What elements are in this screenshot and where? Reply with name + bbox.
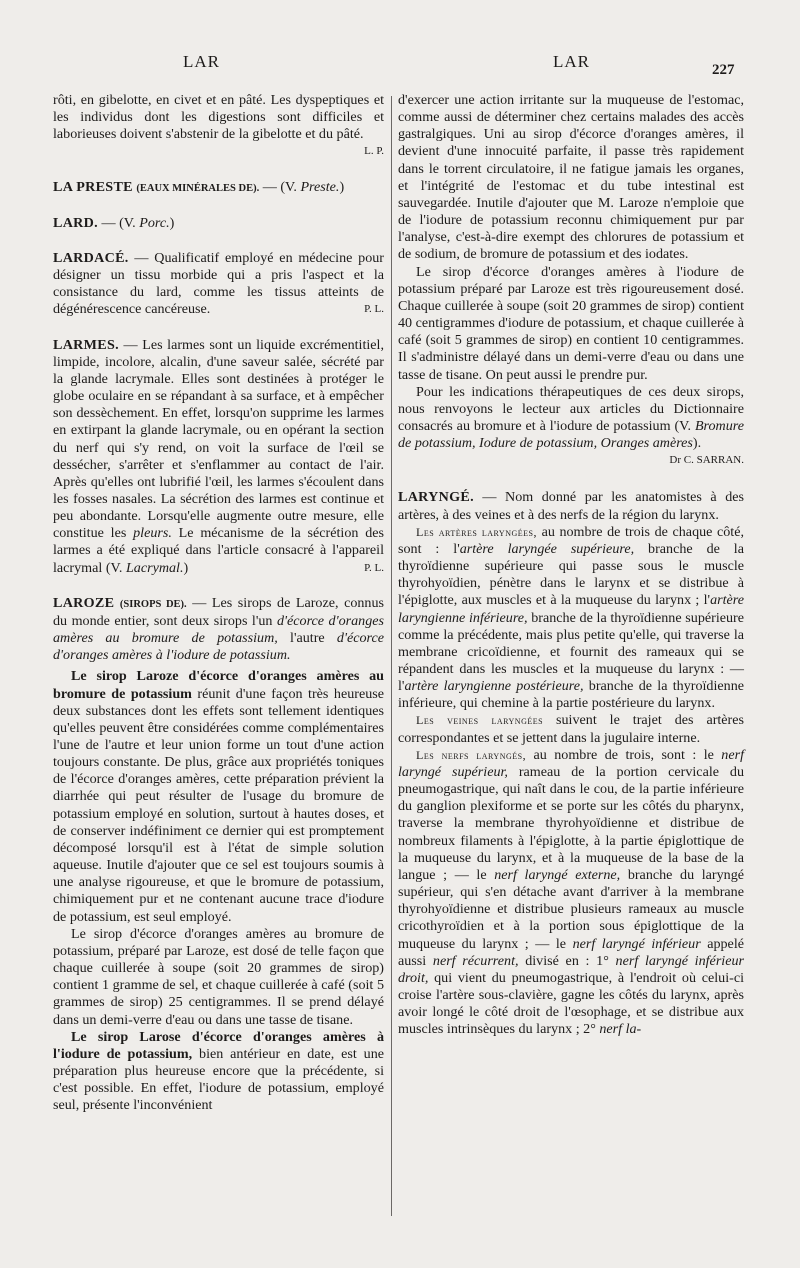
entry-text: Pour les indications thérapeutiques de ces deux sirops, nous renvoyons le lecteur aux articles du Dictionnaire consacrés au bromure et à l'iodure de potassium (V. — [398, 383, 744, 434]
emphasized-term: nerf récurrent, — [432, 952, 519, 969]
section-label: Les artères laryngées, — [416, 524, 537, 539]
entry-headword: LARYNGÉ. — [398, 489, 474, 506]
entry-larynge — [398, 489, 744, 1038]
entry-text: au nombre de trois, sont : le — [526, 746, 722, 763]
emphasized-term: artère laryngienne postérieure, — [404, 678, 584, 695]
right-column — [398, 92, 744, 1038]
entry-text: ) — [339, 178, 345, 195]
entry-text: appelé aussi — [398, 935, 744, 969]
emphasized-term: nerf laryngé inférieur droit, — [398, 952, 745, 986]
page-number: 227 — [712, 62, 735, 78]
emphasized-term: nerf laryngé supérieur, — [398, 746, 744, 780]
entry-text: l'autre — [277, 630, 337, 647]
entry-text: ) — [183, 559, 189, 576]
entry-text: ). — [692, 435, 702, 452]
running-head-left: LAR — [183, 52, 220, 71]
author-signature: Dr C. SARRAN. — [669, 454, 744, 467]
column-divider — [391, 96, 392, 1216]
entry-laroze — [53, 595, 384, 1115]
entry-text: — Les larmes sont un liquide excrémentitiel, limpide, incolore, alcalin, d'une saveur salée, sécrété par la glande lacrymale. Elles sont destinées à protéger le globe oculaire en se répandant à sa surface, et à empêcher son dessèchement. En effet, lorsqu'on supprime les larmes en extirpant la glande lacrymale, ou en opérant la section du nerf qui s'y rend, on voit la surface de l'œil se dessécher, s'arrêter et s'enflammer au contact de l'air. Après qu'elles ont lubrifié l'œil, les larmes s'écoulent dans les fosses nasales. La sécrétion des larmes est continue et peu abondante. Lorsqu'elle augmente outre mesure, elle constitue les — [53, 336, 384, 542]
cross-reference: Bromure de potassium, Iodure de potassium, Oranges amères — [398, 417, 744, 452]
entry-qualifier: (EAUX MINÉRALES DE). — [136, 182, 260, 194]
entry-laroze-continuation — [398, 92, 744, 469]
entry-text: rôti, en gibelotte, en civet et en pâté. Les dyspeptiques et les individus dont les digestions sont difficiles et laborieuses doivent s'abstenir de la gibelotte et du pâté. — [53, 92, 384, 143]
emphasized-term: d'écorce d'oranges amères à l'iodure de potassium. — [53, 630, 385, 664]
running-head-right: LAR — [553, 52, 590, 71]
entry-text: qui vient du pneumogastrique, à l'endroit où celui-ci croise l'artère sous-clavière, gagne les côtés du larynx, après avoir longé le côté droit de l'œsophage, et se distribue aux muscles intrinsèques du larynx ; 2° — [398, 969, 744, 1038]
entry-text: branche de la thyroïdienne supérieure comme la précédente, mais plus petite qu'elle, qui traverse la membrane cricoïdienne, et fournit des rameaux qui se répandent dans les muscles et la muqueuse du larynx : — l' — [398, 609, 744, 695]
section-label: Les nerfs laryngés, — [416, 747, 527, 762]
entry-text: Le mécanisme de la sécrétion des larmes a été expliqué dans l'article consacré à l'appareil lacrymal (V. — [53, 525, 385, 576]
entry-text: réunit d'une façon très heureuse deux substances dont les effets sont tellement identiques qu'elles peuvent être considérées comme complémentaires l'une de l'autre et leur union forme un tout d'une action toujours constante. De plus, grâce aux propriétés toniques de l'écorce d'oranges amères, cette préparation prévient la diarrhée qui peut résulter de l'usage du bromure de potassium employé en solution, surtout à hautes doses, et de conserver indéfiniment ce dernier qui est promptement décomposé lorsqu'il est à l'état de simple solution aqueuse. Inutile d'ajouter que ce sel est toujours soumis à une analyse rigoureuse, et que le bromure de potassium, chimiquement pur et ne contenant aucune trace d'iodure de potassium, est seul employé. — [53, 685, 384, 925]
entry-larmes — [53, 337, 384, 577]
bold-subheading: Le sirop Laroze d'écorce d'oranges amères au bromure de potassium — [53, 668, 384, 702]
entry-text: ) — [169, 214, 175, 231]
entry-text: branche du laryngé supérieur, qui s'en détache avant d'arriver à la membrane thyrohyoïdienne et distribue plusieurs rameaux au muscle cricothyroïdien et à la portion sous épiglottique de la muqueuse du larynx ; — le — [398, 866, 745, 952]
emphasized-term: nerf la- — [599, 1021, 642, 1038]
cross-reference: Porc. — [139, 214, 170, 231]
bold-subheading: Le sirop Larose d'écorce d'oranges amères à l'iodure de potassium, — [53, 1028, 384, 1062]
entry-text: — Qualificatif employé en médecine pour désigner un tissu morbide qui a pris l'aspect et la consistance du lard, comme les tissus atteints de dégénérescence cancéreuse. — [53, 249, 384, 318]
entry-text: au nombre de trois de chaque côté, sont : l' — [398, 523, 744, 557]
entry-text: suivent le trajet des artères correspondantes et se jettent dans la jugulaire interne. — [398, 712, 744, 746]
entry-text: branche de la thyroïdienne supérieure qui passe sous le muscle thyrohyoïdien, pénètre dans le larynx et se distribue à l'épiglotte, aux muscles et à la muqueuse du larynx ; l' — [398, 540, 744, 609]
author-signature: P. L. — [364, 303, 384, 316]
entry-text: d'exercer une action irritante sur la muqueuse de l'estomac, comme aussi de déterminer chez certains malades des accès gastralgiques. Uni au sirop d'écorce d'oranges amères, il devient d'une innocuité parfaite, il passe très rapidement dans le torrent circulatoire, il ne fatigue jamais les organes, et l'intégrité de l'estomac et du tube intestinal est sauvegardée. Inutile d'ajouter que M. Laroze n'emploie que de l'iodure de potassium reconnu chimiquement pur par l'analyse, c'est-à-dire exempt des chlorures de potassium et de sodium, de bromure de potassium et des iodates. — [398, 92, 744, 263]
left-column — [53, 92, 384, 1114]
entry-qualifier: (SIROPS DE). — [119, 598, 187, 610]
entry-text: Le sirop d'écorce d'oranges amères à l'iodure de potassium préparé par Laroze est très rigoureusement dosé. Chaque cuillerée à soupe (soit 20 grammes de sirop) contient 40 centigrammes d'iodure de potassium, et chaque cuillerée à café (soit 5 grammes de sirop) en contient 10 centigrammes. Il s'administre délayé dans un demi-verre d'eau ou dans une tasse de tisane. On peut aussi le prendre pur. — [398, 263, 744, 383]
emphasized-term: artère laryngienne inférieure, — [398, 592, 744, 626]
cross-reference: Preste. — [300, 178, 340, 195]
emphasized-term: d'écorce d'oranges amères au bromure de potassium, — [53, 612, 384, 647]
entry-text: — Les sirops de Laroze, connus du monde entier, sont deux sirops l'un — [53, 594, 384, 629]
emphasized-term: nerf laryngé externe, — [494, 866, 621, 883]
author-signature: L. P. — [364, 145, 384, 158]
entry-headword: LARMES. — [53, 336, 119, 353]
cross-reference: Lacrymal. — [125, 559, 184, 576]
entry-gibelotte-continuation — [53, 92, 384, 161]
entry-headword: LARD. — [53, 214, 98, 231]
emphasized-term: artère laryngée supérieure, — [459, 540, 635, 557]
entry-la-preste — [53, 179, 384, 197]
entry-text: — Nom donné par les anatomistes à des artères, à des veines et à des nerfs de la région du larynx. — [398, 489, 744, 523]
entry-text: rameau de la portion cervicale du pneumogastrique, qui naît dans le cou, de la partie inférieure du ganglion plexiforme et se porte sur les côtés du pharynx, traverse la membrane thyrohyoïdienne et distribue de nombreux filaments à l'épiglotte, à la partie épiglottique de la muqueuse du larynx, et à la muqueuse de la base de la langue ; — le — [398, 763, 744, 883]
entry-headword: LARDACÉ. — [53, 249, 129, 266]
entry-headword: LA PRESTE — [53, 178, 133, 195]
entry-text: divisé en : 1° — [518, 952, 616, 969]
entry-text: bien antérieur en date, est une préparation plus heureuse encore que la précédente, si c'est possible. En effet, l'iodure de potassium, employé seul, présente l'inconvénient — [53, 1045, 384, 1114]
entry-lardace — [53, 250, 384, 319]
entry-lard — [53, 215, 384, 232]
entry-text: branche de la thyroïdienne inférieure, qui chemine à la partie postérieure du larynx. — [398, 678, 744, 712]
section-label: Les veines laryngées — [416, 713, 544, 728]
author-signature: P. L. — [364, 561, 384, 574]
entry-text: Le sirop d'écorce d'oranges amères au bromure de potassium, préparé par Laroze, est dosé de telle façon que chaque cuillerée à soupe (soit 20 grammes de sirop) contient 1 gramme de sel, et chaque cuillerée à café (soit 5 grammes de sirop) 25 centigrammes. Il se prend délayé dans un demi-verre d'eau ou dans une tasse de tisane. — [53, 925, 384, 1028]
entry-text: — (V. — [259, 178, 301, 195]
emphasized-term: nerf laryngé inférieur — [572, 935, 701, 952]
entry-headword: LAROZE — [53, 594, 115, 611]
emphasized-term: pleurs. — [133, 525, 172, 542]
entry-text: — (V. — [97, 214, 140, 231]
